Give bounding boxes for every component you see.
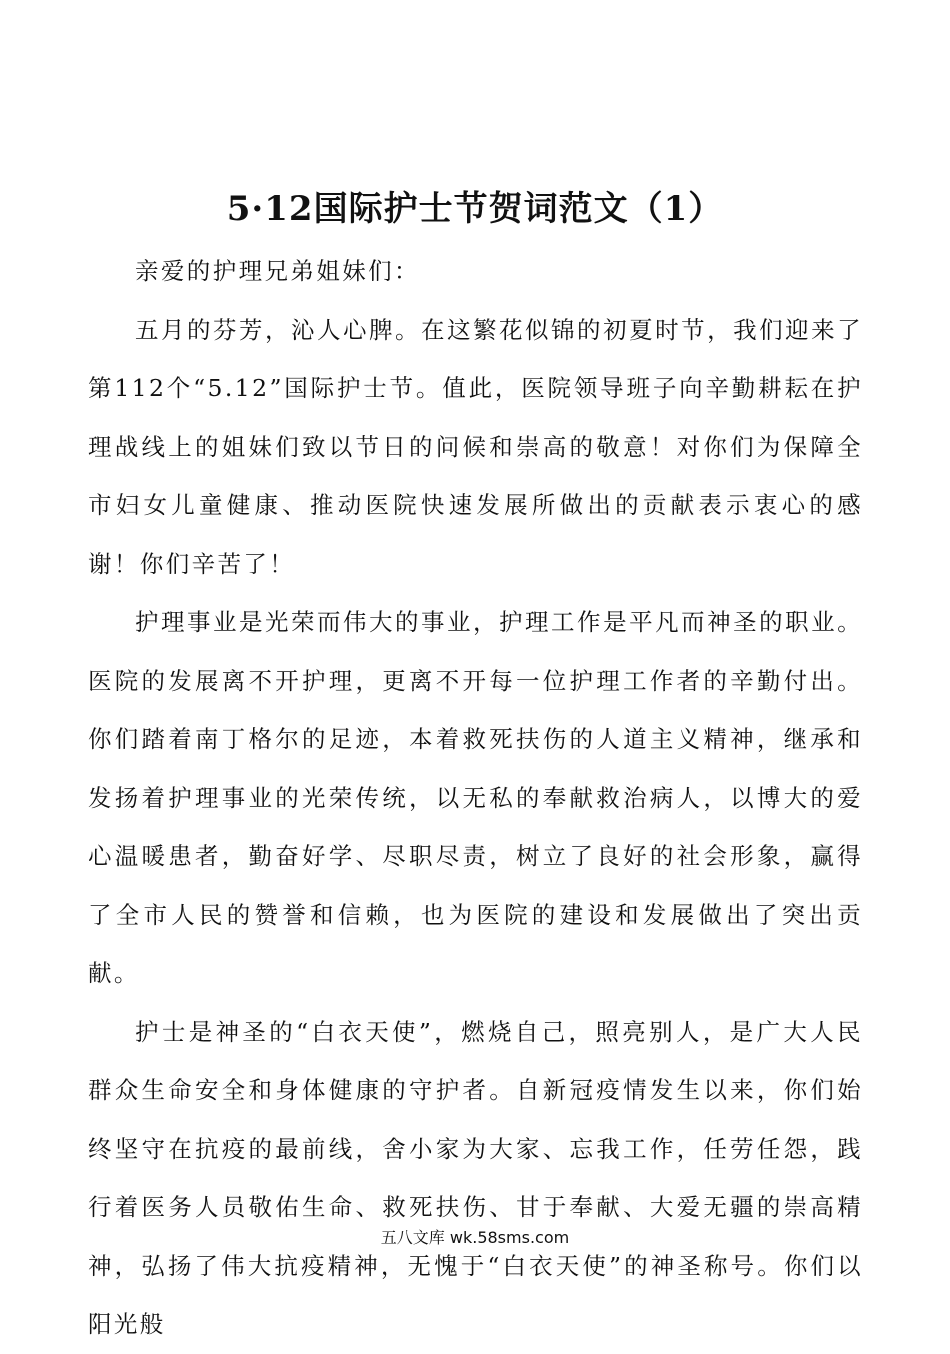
- document-body: [88, 242, 863, 1354]
- footer-watermark: 五八文库 wk.58sms.com: [380, 1228, 570, 1247]
- document-title: 5·12国际护士节贺词范文（1）: [226, 188, 724, 229]
- paragraph-2: 护理事业是光荣而伟大的事业，护理工作是平凡而神圣的职业。医院的发展离不开护理，更离不开每一位护理工作者的辛勤付出。你们踏着南丁格尔的足迹，本着救死扶伤的人道主义精神，继承和发扬着护理事业的光荣传统，以无私的奉献救治病人，以博大的爱心温暖患者，勤奋好学、尽职尽责，树立了良好的社会形象，赢得了全市人民的赞誉和信赖，也为医院的建设和发展做出了突出贡献。: [88, 608, 863, 987]
- salutation: 亲爱的护理兄弟姐妹们：: [135, 257, 420, 285]
- paragraph-3: 护士是神圣的“白衣天使”，燃烧自己，照亮别人，是广大人民群众生命安全和身体健康的守护者。自新冠疫情发生以来，你们始终坚守在抗疫的最前线，舍小家为大家、忘我工作，任劳任怨，践行着医务人员敬佑生命、救死扶伤、甘于奉献、大爱无疆的崇高精神，弘扬了伟大抗疫精神，无愧于“白衣天使”的神圣称号。你们以阳光般: [88, 1017, 863, 1338]
- paragraph-1: 五月的芬芳，沁人心脾。在这繁花似锦的初夏时节，我们迎来了第112个“5.12”国际护士节。值此，医院领导班子向辛勤耕耘在护理战线上的姐妹们致以节日的问候和崇高的敬意！对你们为保障全市妇女儿童健康、推动医院快速发展所做出的贡献表示衷心的感谢！你们辛苦了！: [88, 315, 863, 578]
